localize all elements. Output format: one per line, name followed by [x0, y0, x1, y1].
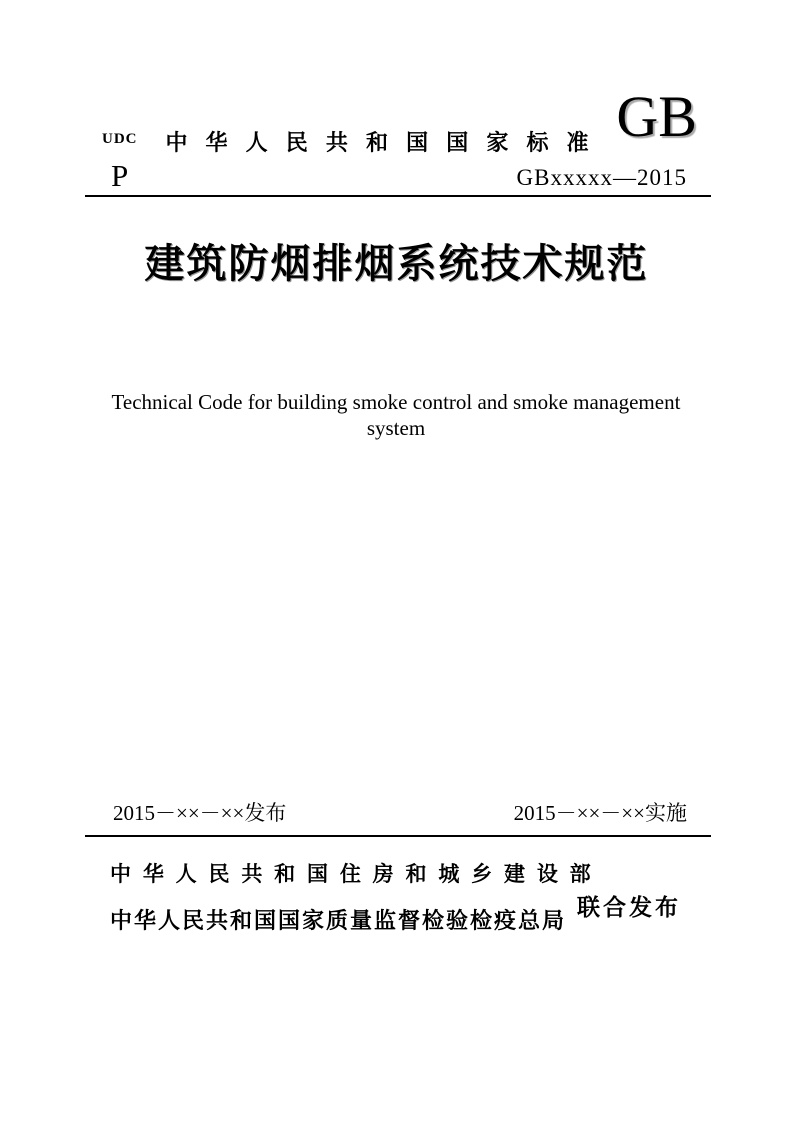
implementation-date: 2015－××－××实施 — [513, 801, 687, 825]
issuer-names — [85, 858, 594, 935]
issuer-ministry-housing: 中 华 人 民 共 和 国 住 房 和 城 乡 建 设 部 — [110, 863, 594, 886]
document-title-english: Technical Code for building smoke control and smoke management system — [111, 390, 681, 441]
date-band — [85, 797, 711, 837]
gb-logo: GB — [616, 84, 697, 149]
joint-release-label: 联合发布 — [577, 894, 681, 920]
issuer-block — [85, 858, 711, 935]
national-standard-heading: 中 华 人 民 共 和 国 国 家 标 准 — [165, 130, 595, 155]
document-title-chinese: 建筑防烟排烟系统技术规范 — [144, 241, 649, 286]
udc-label: UDC — [102, 131, 138, 147]
header-divider-line — [85, 195, 711, 197]
issue-date: 2015－××－××发布 — [113, 801, 287, 825]
p-classification-mark: P — [111, 158, 129, 193]
issuer-aqsiq: 中华人民共和国国家质量监督检验检疫总局 — [110, 908, 567, 933]
standard-number: GBxxxxx—2015 — [516, 165, 687, 190]
